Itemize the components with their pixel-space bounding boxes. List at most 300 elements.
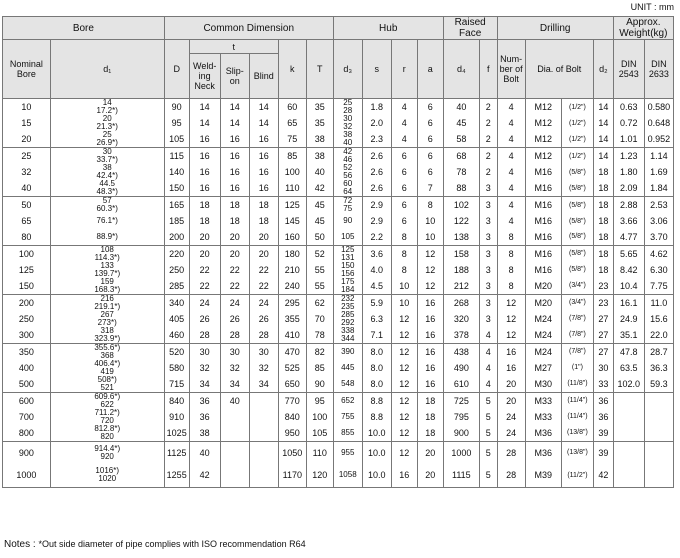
cell-f: 2 [479, 148, 497, 165]
cell-k: 1050 [278, 441, 306, 464]
cell-d2: 27 [594, 327, 614, 344]
cell-nb: 15 [3, 115, 51, 131]
cell-D: 580 [164, 360, 189, 376]
cell-bolt: M27 [525, 360, 561, 376]
row-group [3, 441, 674, 487]
cell-bl: 18 [249, 213, 278, 229]
d3-value: 46 [343, 155, 353, 164]
cell-bolt: M12 [525, 99, 561, 116]
cell-n: 4 [497, 131, 525, 148]
cell-bolt: M16 [525, 164, 561, 180]
d3-value: 156 [341, 268, 355, 278]
cell-n: 4 [497, 180, 525, 197]
cell-r: 10 [391, 294, 417, 311]
cell-n: 28 [497, 441, 525, 464]
header-din2543: DIN 2543 [613, 40, 644, 99]
cell-w1: 1.23 [613, 148, 644, 165]
cell-d4: 45 [443, 115, 479, 131]
cell-n: 4 [497, 197, 525, 214]
cell-D: 1255 [164, 464, 189, 487]
cell-D: 715 [164, 376, 189, 393]
d1-value: 368 [100, 350, 114, 360]
d3-value: 42 [343, 147, 353, 156]
cell-d3 [333, 148, 362, 165]
d1-value: 711.2*) [94, 407, 120, 417]
cell-s: 2.9 [362, 213, 391, 229]
cell-d2: 30 [594, 360, 614, 376]
cell-w1: 8.42 [613, 262, 644, 278]
cell-d2: 18 [594, 180, 614, 197]
cell-d3 [333, 229, 362, 245]
d3-value: 30 [343, 114, 353, 123]
cell-w1 [613, 425, 644, 442]
cell-s: 1.8 [362, 99, 391, 116]
cell-nb: 700 [3, 409, 51, 425]
cell-so: 18 [220, 213, 249, 229]
cell-n: 20 [497, 376, 525, 393]
cell-w1: 0.72 [613, 115, 644, 131]
cell-w2 [644, 441, 673, 464]
d1-value: 1020 [98, 474, 117, 484]
d3-value: 338 [341, 325, 355, 335]
d3-value: 60 [343, 179, 353, 188]
d3-value: 131 [341, 252, 355, 262]
cell-w1: 35.1 [613, 327, 644, 344]
cell-nb: 600 [3, 392, 51, 409]
cell-wn: 16 [189, 148, 220, 165]
cell-w2: 7.75 [644, 278, 673, 295]
header-D: D [164, 40, 189, 99]
cell-d2: 27 [594, 343, 614, 360]
cell-r: 6 [391, 148, 417, 165]
cell-D: 520 [164, 343, 189, 360]
cell-f: 5 [479, 425, 497, 442]
cell-bl [249, 425, 278, 442]
cell-d3 [333, 262, 362, 278]
d3-value: 25 [343, 98, 353, 107]
cell-T: 95 [306, 392, 333, 409]
cell-so: 20 [220, 245, 249, 262]
cell-k: 240 [278, 278, 306, 295]
cell-wn: 20 [189, 229, 220, 245]
cell-bolt: M33 [525, 409, 561, 425]
cell-r: 12 [391, 425, 417, 442]
cell-k: 1170 [278, 464, 306, 487]
header-s: s [362, 40, 391, 99]
cell-so: 24 [220, 294, 249, 311]
header-dia-of-bolt: Dia. of Bolt [525, 40, 593, 99]
cell-bolt: M36 [525, 441, 561, 464]
cell-T: 55 [306, 278, 333, 295]
cell-D: 1125 [164, 441, 189, 464]
cell-bl: 16 [249, 131, 278, 148]
cell-wn: 14 [189, 115, 220, 131]
header-nominal-bore: Nominal Bore [3, 40, 51, 99]
cell-w1: 3.66 [613, 213, 644, 229]
cell-nb: 40 [3, 180, 51, 197]
cell-n: 12 [497, 327, 525, 344]
cell-s: 2.2 [362, 229, 391, 245]
d1-value: 57 [102, 196, 112, 205]
d3-value: 52 [343, 163, 353, 172]
cell-bl [249, 392, 278, 409]
cell-d3 [333, 278, 362, 295]
cell-w2: 6.30 [644, 262, 673, 278]
cell-w2: 15.6 [644, 311, 673, 327]
cell-w1: 63.5 [613, 360, 644, 376]
cell-d3 [333, 131, 362, 148]
cell-w2: 0.648 [644, 115, 673, 131]
cell-inch: (11/2") [561, 464, 593, 487]
cell-d1 [50, 197, 164, 214]
cell-d1 [50, 441, 164, 464]
d1-value: 60.3*) [96, 204, 118, 213]
cell-d4: 725 [443, 392, 479, 409]
table-row [3, 148, 674, 165]
cell-inch: (13/8") [561, 441, 593, 464]
cell-d2: 33 [594, 376, 614, 393]
cell-d4: 320 [443, 311, 479, 327]
cell-d4: 490 [443, 360, 479, 376]
table-row [3, 409, 674, 425]
cell-D: 840 [164, 392, 189, 409]
cell-d2: 23 [594, 294, 614, 311]
cell-n: 20 [497, 392, 525, 409]
cell-so: 30 [220, 343, 249, 360]
cell-k: 85 [278, 148, 306, 165]
d1-value: 30 [102, 147, 112, 156]
cell-inch: (11/4") [561, 392, 593, 409]
cell-inch: (11/8") [561, 376, 593, 393]
d1-value: 48.3*) [96, 187, 118, 196]
cell-D: 340 [164, 294, 189, 311]
header-drilling: Drilling [497, 17, 613, 40]
cell-w2 [644, 409, 673, 425]
cell-T: 100 [306, 409, 333, 425]
cell-so [220, 425, 249, 442]
cell-nb: 65 [3, 213, 51, 229]
cell-bolt: M20 [525, 278, 561, 295]
d3-value: 28 [343, 106, 353, 115]
row-group [3, 245, 674, 294]
table-row [3, 164, 674, 180]
cell-a: 6 [417, 164, 443, 180]
cell-w2: 11.0 [644, 294, 673, 311]
cell-s: 2.6 [362, 180, 391, 197]
cell-wn: 26 [189, 311, 220, 327]
d1-value: 38 [102, 163, 112, 172]
cell-n: 24 [497, 409, 525, 425]
cell-s: 7.1 [362, 327, 391, 344]
cell-f: 4 [479, 376, 497, 393]
cell-D: 405 [164, 311, 189, 327]
cell-d2: 36 [594, 409, 614, 425]
cell-inch: (5/8") [561, 197, 593, 214]
cell-inch: (3/4") [561, 278, 593, 295]
cell-k: 410 [278, 327, 306, 344]
cell-inch: (3/4") [561, 294, 593, 311]
cell-d3 [333, 197, 362, 214]
cell-d4: 158 [443, 245, 479, 262]
cell-r: 12 [391, 327, 417, 344]
cell-inch: (1") [561, 360, 593, 376]
cell-d4: 102 [443, 197, 479, 214]
cell-so: 22 [220, 262, 249, 278]
cell-nb: 300 [3, 327, 51, 344]
cell-inch: (5/8") [561, 245, 593, 262]
cell-d3 [333, 343, 362, 360]
cell-so: 34 [220, 376, 249, 393]
cell-nb: 150 [3, 278, 51, 295]
cell-d4: 68 [443, 148, 479, 165]
cell-a: 20 [417, 441, 443, 464]
row-group [3, 392, 674, 441]
cell-nb: 900 [3, 441, 51, 464]
cell-inch: (1/2") [561, 131, 593, 148]
cell-inch: (5/8") [561, 262, 593, 278]
cell-T: 38 [306, 131, 333, 148]
cell-r: 8 [391, 262, 417, 278]
cell-nb: 32 [3, 164, 51, 180]
cell-n: 16 [497, 343, 525, 360]
cell-a: 12 [417, 262, 443, 278]
cell-D: 165 [164, 197, 189, 214]
cell-s: 8.8 [362, 392, 391, 409]
table-row [3, 294, 674, 311]
cell-a: 6 [417, 99, 443, 116]
cell-so [220, 464, 249, 487]
header-d4: d₄ [443, 40, 479, 99]
table-header [3, 17, 674, 99]
cell-bolt: M30 [525, 376, 561, 393]
cell-d3 [333, 425, 362, 442]
cell-inch: (1/2") [561, 99, 593, 116]
cell-w2 [644, 425, 673, 442]
cell-bl: 20 [249, 245, 278, 262]
d3-value: 235 [341, 301, 355, 311]
d1-value: 33.7*) [96, 155, 118, 164]
cell-f: 3 [479, 229, 497, 245]
d1-value: 419 [100, 366, 114, 376]
cell-w2: 1.69 [644, 164, 673, 180]
cell-r: 4 [391, 115, 417, 131]
cell-d3 [333, 360, 362, 376]
cell-d2: 18 [594, 213, 614, 229]
d3-value: 755 [341, 411, 355, 421]
cell-s: 2.6 [362, 148, 391, 165]
cell-d3 [333, 294, 362, 311]
cell-w1 [613, 441, 644, 464]
notes-label: Notes : [4, 539, 36, 550]
cell-f: 3 [479, 262, 497, 278]
cell-bolt: M16 [525, 213, 561, 229]
cell-d3 [333, 115, 362, 131]
cell-bl [249, 441, 278, 464]
d1-value: 273*) [97, 317, 117, 327]
cell-T: 38 [306, 148, 333, 165]
table-row [3, 180, 674, 197]
cell-bolt: M12 [525, 131, 561, 148]
cell-bolt: M16 [525, 245, 561, 262]
cell-T: 35 [306, 115, 333, 131]
cell-a: 7 [417, 180, 443, 197]
cell-wn: 22 [189, 262, 220, 278]
cell-bl: 18 [249, 197, 278, 214]
cell-d2: 42 [594, 464, 614, 487]
cell-D: 185 [164, 213, 189, 229]
header-slip-on: Slip- on [220, 54, 249, 99]
cell-bolt: M24 [525, 343, 561, 360]
cell-d4: 40 [443, 99, 479, 116]
cell-d3 [333, 311, 362, 327]
cell-d3 [333, 376, 362, 393]
cell-bolt: M16 [525, 229, 561, 245]
cell-s: 8.0 [362, 376, 391, 393]
cell-r: 6 [391, 164, 417, 180]
d1-value: 133 [100, 260, 114, 270]
cell-bl [249, 409, 278, 425]
cell-f: 5 [479, 464, 497, 487]
d3-value: 150 [341, 260, 355, 270]
cell-a: 8 [417, 197, 443, 214]
cell-f: 3 [479, 294, 497, 311]
cell-bl: 16 [249, 148, 278, 165]
cell-w1: 1.01 [613, 131, 644, 148]
cell-f: 3 [479, 180, 497, 197]
cell-r: 6 [391, 180, 417, 197]
cell-T: 50 [306, 229, 333, 245]
cell-d4: 138 [443, 229, 479, 245]
cell-inch: (1/2") [561, 148, 593, 165]
cell-bolt: M16 [525, 262, 561, 278]
cell-w2: 4.62 [644, 245, 673, 262]
cell-so: 28 [220, 327, 249, 344]
cell-d4: 438 [443, 343, 479, 360]
cell-d2: 18 [594, 229, 614, 245]
d1-value: 114.3*) [94, 252, 120, 262]
cell-w2: 1.84 [644, 180, 673, 197]
table-row [3, 229, 674, 245]
d1-value: 26.9*) [96, 138, 118, 147]
cell-d4: 78 [443, 164, 479, 180]
cell-inch: (5/8") [561, 180, 593, 197]
cell-so: 14 [220, 115, 249, 131]
cell-nb: 400 [3, 360, 51, 376]
cell-a: 16 [417, 343, 443, 360]
cell-d3 [333, 164, 362, 180]
cell-bl: 30 [249, 343, 278, 360]
cell-n: 8 [497, 245, 525, 262]
cell-s: 8.0 [362, 343, 391, 360]
cell-f: 2 [479, 99, 497, 116]
cell-so: 32 [220, 360, 249, 376]
header-common-dimension: Common Dimension [164, 17, 333, 40]
cell-f: 3 [479, 245, 497, 262]
cell-D: 460 [164, 327, 189, 344]
d3-value: 38 [343, 130, 353, 139]
cell-n: 4 [497, 213, 525, 229]
cell-D: 200 [164, 229, 189, 245]
cell-d2: 39 [594, 441, 614, 464]
cell-T: 45 [306, 213, 333, 229]
cell-s: 4.5 [362, 278, 391, 295]
cell-d1 [50, 294, 164, 311]
cell-d4: 88 [443, 180, 479, 197]
d1-value: 17.2*) [96, 106, 118, 115]
table-row [3, 99, 674, 116]
d1-value: 76.1*) [96, 216, 118, 225]
cell-a: 16 [417, 294, 443, 311]
table-row [3, 327, 674, 344]
cell-w1: 4.77 [613, 229, 644, 245]
cell-f: 4 [479, 343, 497, 360]
cell-k: 470 [278, 343, 306, 360]
cell-wn: 16 [189, 180, 220, 197]
cell-k: 210 [278, 262, 306, 278]
cell-inch: (1/2") [561, 115, 593, 131]
header-hub: Hub [333, 17, 443, 40]
notes [4, 539, 306, 550]
cell-w1: 2.09 [613, 180, 644, 197]
d3-value: 955 [341, 447, 355, 457]
row-group [3, 343, 674, 392]
cell-k: 180 [278, 245, 306, 262]
cell-so: 40 [220, 392, 249, 409]
cell-r: 12 [391, 343, 417, 360]
cell-T: 40 [306, 164, 333, 180]
d1-value: 108 [100, 244, 114, 254]
cell-wn: 36 [189, 409, 220, 425]
d3-value: 285 [341, 309, 355, 319]
cell-w2: 22.0 [644, 327, 673, 344]
cell-so: 16 [220, 148, 249, 165]
cell-D: 1025 [164, 425, 189, 442]
cell-w2: 59.3 [644, 376, 673, 393]
cell-wn: 34 [189, 376, 220, 393]
cell-d2: 27 [594, 311, 614, 327]
cell-T: 110 [306, 441, 333, 464]
cell-T: 82 [306, 343, 333, 360]
cell-r: 16 [391, 464, 417, 487]
cell-w2 [644, 392, 673, 409]
header-approx-weight: Approx. Weight(kg) [613, 17, 673, 40]
cell-wn: 36 [189, 392, 220, 409]
cell-f: 5 [479, 441, 497, 464]
header-welding-neck: Weld- ing Neck [189, 54, 220, 99]
d3-value: 90 [343, 216, 353, 225]
cell-wn: 18 [189, 197, 220, 214]
cell-so: 16 [220, 180, 249, 197]
cell-w2: 3.70 [644, 229, 673, 245]
table-row [3, 343, 674, 360]
cell-r: 12 [391, 409, 417, 425]
d1-value: 42.4*) [96, 171, 118, 180]
cell-w1: 16.1 [613, 294, 644, 311]
cell-T: 90 [306, 376, 333, 393]
cell-bl: 22 [249, 262, 278, 278]
cell-k: 60 [278, 99, 306, 116]
d1-value: 355.6*) [94, 342, 121, 352]
cell-d1 [50, 148, 164, 165]
cell-r: 4 [391, 131, 417, 148]
d1-value: 622 [100, 399, 114, 409]
cell-s: 6.3 [362, 311, 391, 327]
cell-bl: 14 [249, 99, 278, 116]
cell-f: 3 [479, 311, 497, 327]
cell-d1 [50, 245, 164, 262]
header-blind: Blind [249, 54, 278, 99]
cell-n: 8 [497, 262, 525, 278]
